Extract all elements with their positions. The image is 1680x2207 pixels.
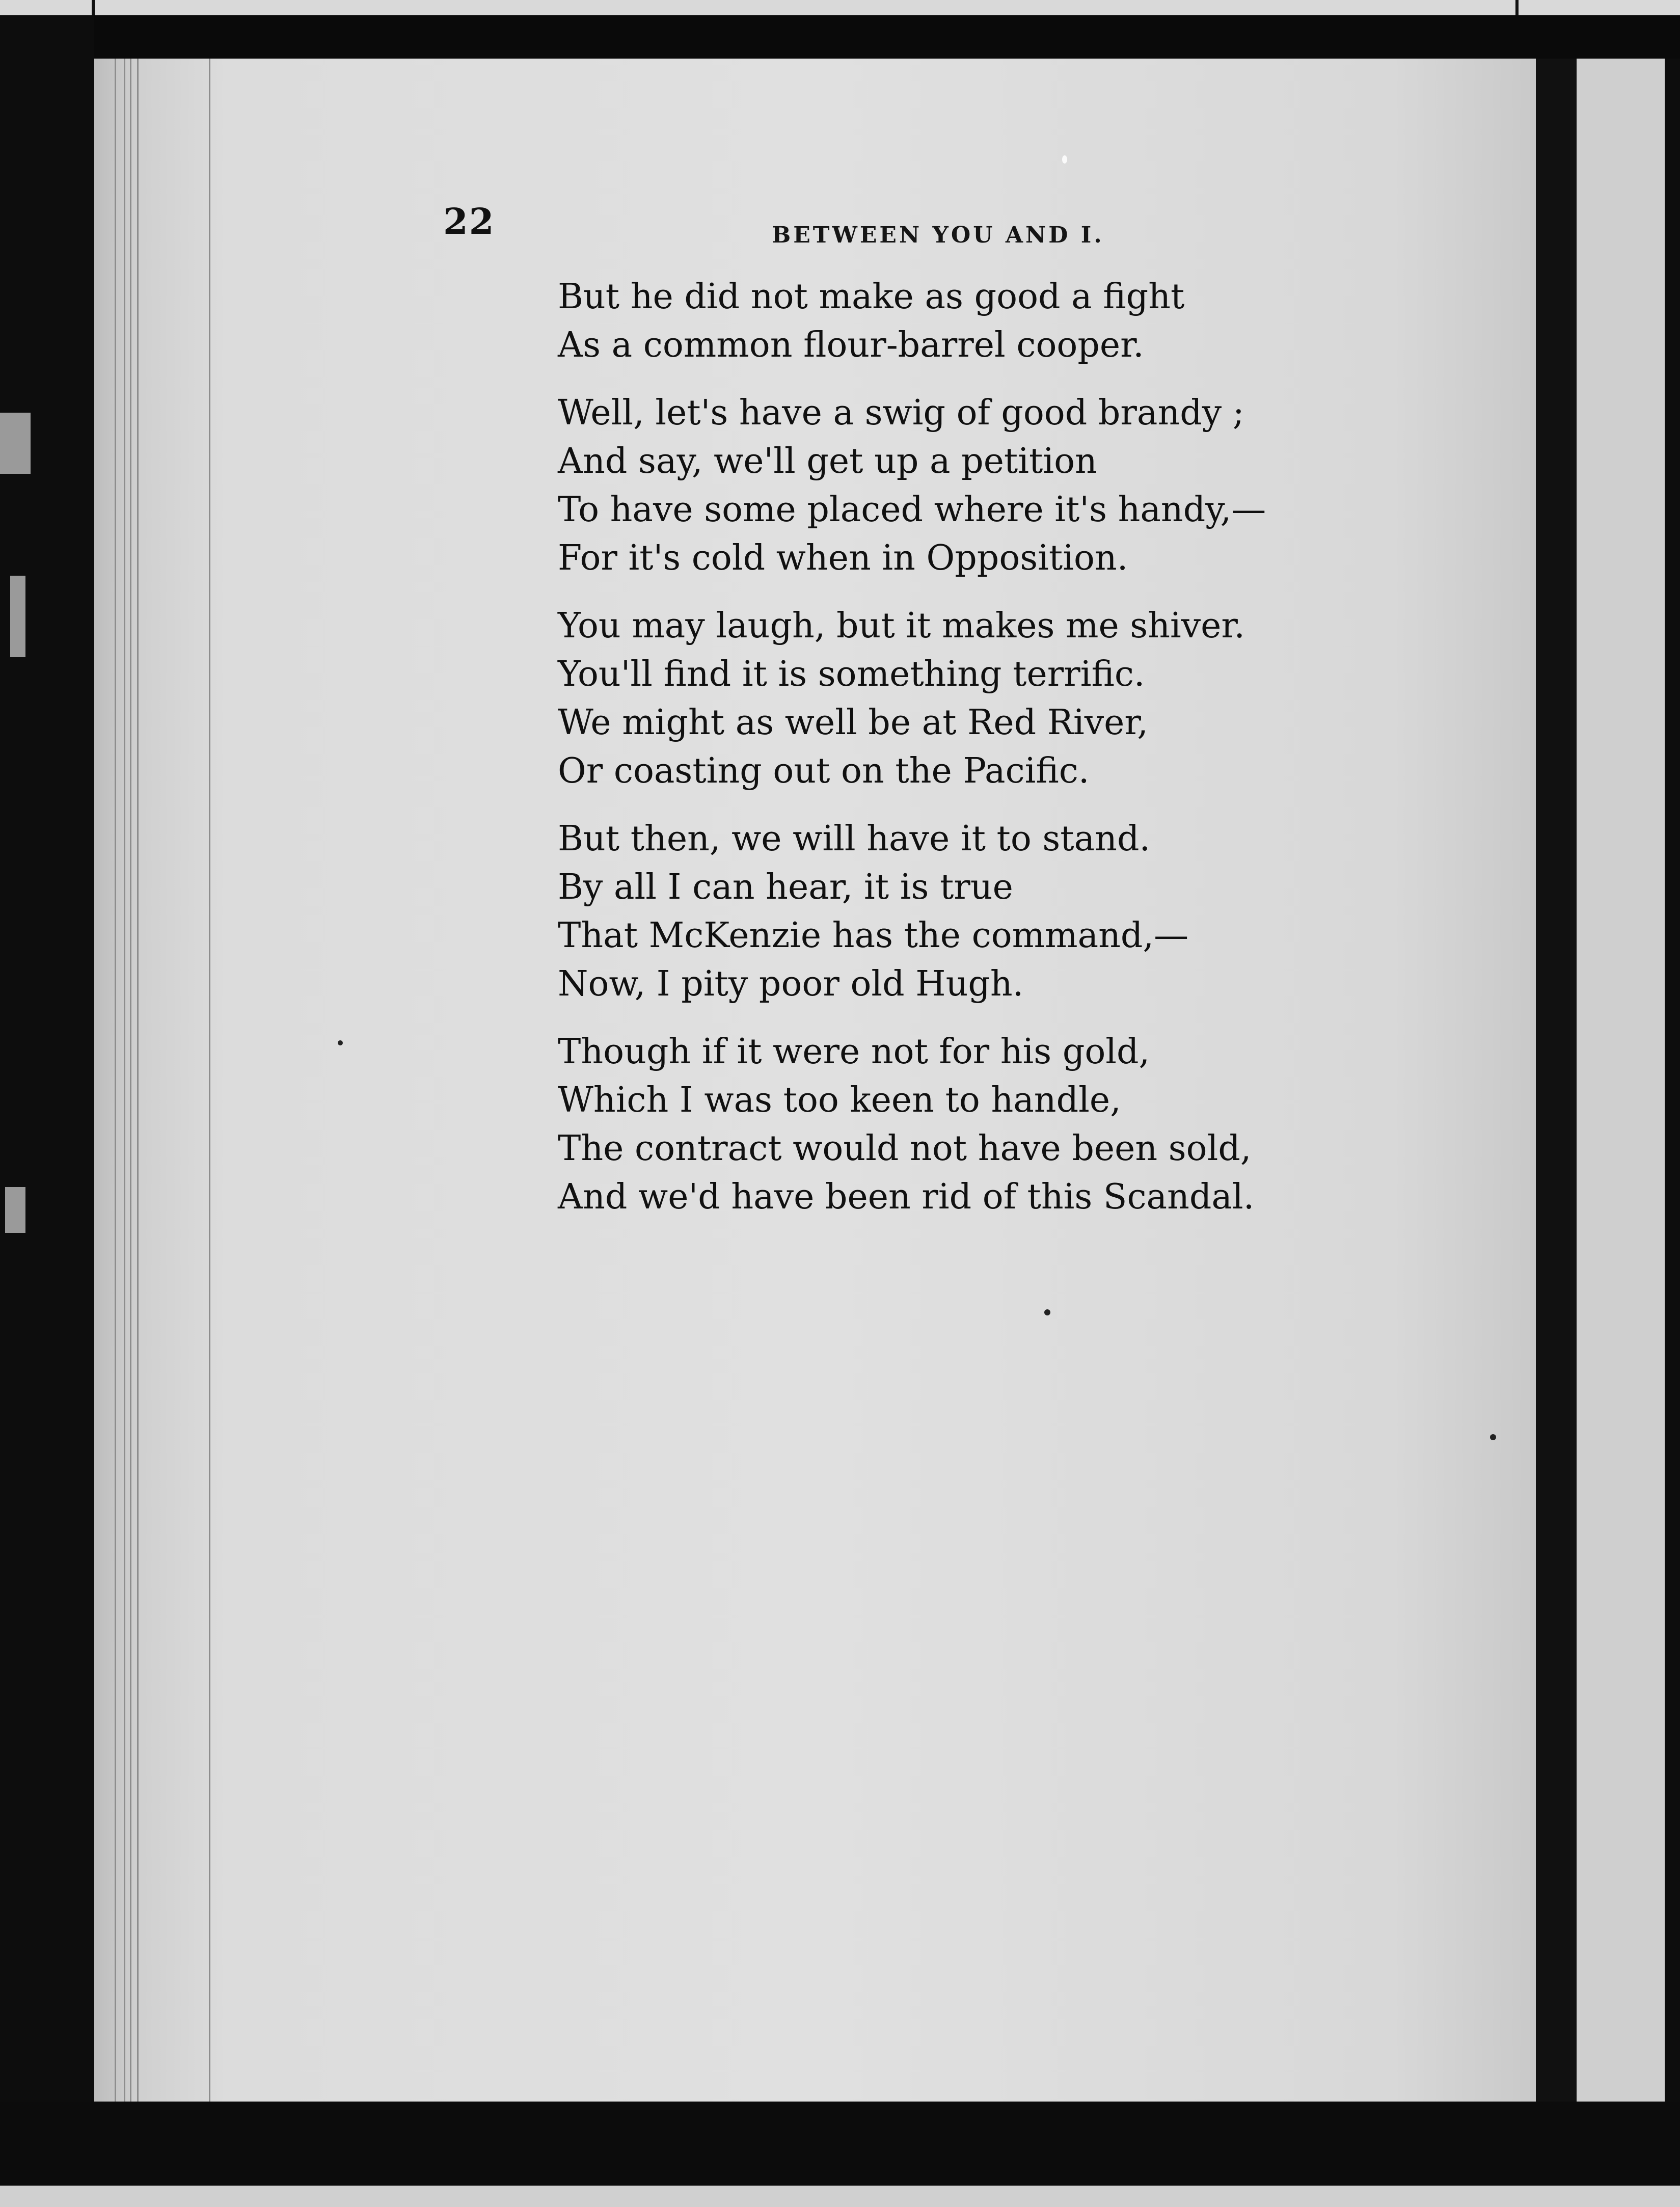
stanza [558,815,1352,1008]
verse-line: We might as well be at Red River, [558,703,1149,743]
verse-line: And we'd have been rid of this Scandal. [558,1177,1255,1217]
stanza [558,602,1352,795]
verse-line: Or coasting out on the Pacific. [558,751,1090,791]
stanza [558,273,1352,369]
binding-band [1536,59,1577,2102]
dust-mark [1062,155,1067,164]
film-right-edge [1665,59,1680,2102]
film-bottom-strip [0,2186,1680,2207]
ink-speck [1044,1309,1050,1315]
page-edge-line [124,59,125,2102]
verse-line: And say, we'll get up a petition [558,441,1097,481]
verse-line: Though if it were not for his gold, [558,1032,1150,1072]
film-notch [10,576,25,657]
verse-line: Now, I pity poor old Hugh. [558,964,1024,1004]
poem-body [558,273,1352,1241]
verse-line: The contract would not have been sold, [558,1128,1252,1169]
verse-line: Which I was too keen to handle, [558,1080,1121,1120]
ink-speck [1490,1434,1496,1440]
facing-page-edge [1577,59,1680,2102]
verse-line: But then, we will have it to stand. [558,819,1151,859]
film-bottom-band [0,2102,1680,2186]
film-left-edge [0,15,94,2186]
film-notch [5,1187,25,1233]
stanza [558,1028,1352,1221]
verse-line: To have some placed where it's handy,— [558,490,1266,530]
film-mark [92,0,95,15]
page-edge-line [137,59,139,2102]
verse-line: You'll find it is something terrific. [558,654,1145,694]
ink-speck [338,1040,343,1045]
page-edge-line [115,59,116,2102]
verse-line: For it's cold when in Opposition. [558,538,1128,578]
page-number: 22 [443,200,495,243]
film-mark [1515,0,1519,15]
stanza [558,389,1352,582]
verse-line: As a common flour-barrel cooper. [558,325,1144,365]
running-title: BETWEEN YOU AND I. [772,222,1104,248]
verse-line: You may laugh, but it makes me shiver. [558,606,1245,646]
film-top-strip [0,0,1680,15]
verse-line: Well, let's have a swig of good brandy ; [558,393,1244,433]
page-edge-line [209,59,210,2102]
film-notch [0,413,31,474]
verse-line: By all I can hear, it is true [558,867,1013,907]
page-edge-line [130,59,131,2102]
verse-line: But he did not make as good a fight [558,277,1185,317]
verse-line: That McKenzie has the command,— [558,916,1189,956]
